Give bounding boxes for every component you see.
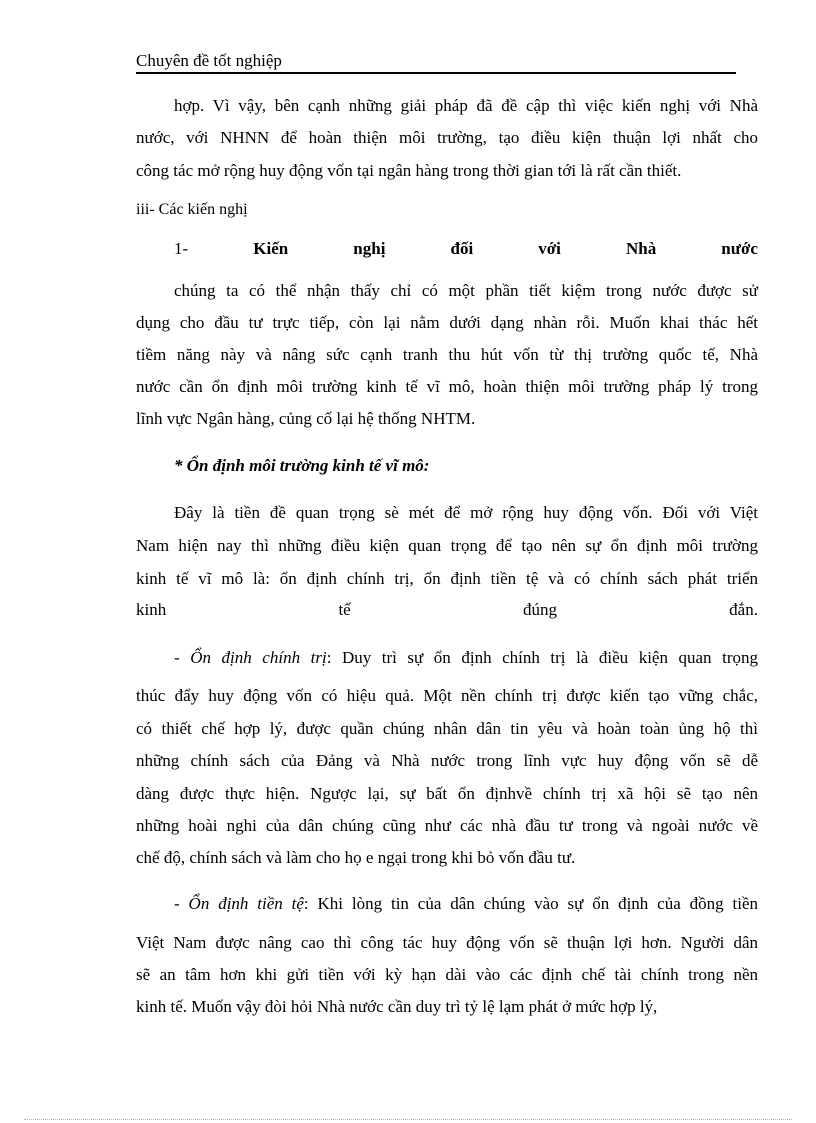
paragraph-4-line-1 bbox=[174, 647, 758, 669]
subheading-macro-stability: * Ổn định môi trường kinh tế vĩ mô: bbox=[174, 456, 430, 475]
paragraph-4-line-2: thúc đẩy huy động vốn có hiệu quả. Một nền chính trị được kiến tạo vững chắc, bbox=[136, 686, 758, 705]
paragraph-4-lead-text: : Duy trì sự ổn định chính trị là điều kiện quan trọng bbox=[326, 648, 758, 667]
word: đúng bbox=[522, 600, 557, 619]
paragraph-1-line-3: công tác mở rộng huy động vốn tại ngân hàng trong thời gian tới là rất cần thiết. bbox=[136, 161, 682, 180]
page-bottom-border bbox=[24, 1119, 792, 1120]
paragraph-2-line-5: lĩnh vực Ngân hàng, củng cố lại hệ thống NHTM. bbox=[136, 409, 476, 428]
subheading-word: nước bbox=[721, 239, 758, 258]
subheading-word: với bbox=[538, 239, 561, 258]
word: đắn. bbox=[729, 600, 758, 619]
paragraph-4-line-7: chế độ, chính sách và làm cho họ e ngại trong khi bỏ vốn đầu tư. bbox=[136, 848, 576, 867]
subheading-word: Nhà bbox=[625, 239, 657, 258]
paragraph-2-line-2: dụng cho đầu tư trực tiếp, còn lại nằm dưới dạng nhàn rỗi. Muốn khai thác hết bbox=[136, 313, 758, 332]
paragraph-4-line-6: những hoài nghi của dân chúng cũng như các nhà đầu tư trong và ngoài nước về bbox=[136, 816, 758, 835]
subheading-word: 1- bbox=[174, 239, 189, 258]
paragraph-3-line-3: kinh tế vĩ mô là: ổn định chính trị, ổn định tiền tệ và có chính sách phát triển bbox=[136, 569, 758, 588]
paragraph-3-line-1: Đây là tiền đề quan trọng sè mét để mở rộng huy động vốn. Đối với Việt bbox=[174, 503, 758, 522]
paragraph-2-line-1: chúng ta có thể nhận thấy chỉ có một phần tiết kiệm trong nước được sử bbox=[174, 281, 758, 300]
bullet-dash: - bbox=[174, 894, 189, 913]
paragraph-5-line-2: Việt Nam được nâng cao thì công tác huy động vốn sẽ thuận lợi hơn. Người dân bbox=[136, 933, 758, 952]
paragraph-2-line-4: nước cần ổn định môi trường kinh tế vĩ mô, hoàn thiện môi trường pháp lý trong bbox=[136, 377, 758, 396]
word: kinh bbox=[136, 600, 167, 619]
word: tế bbox=[338, 600, 351, 619]
section-heading: iii- Các kiến nghị bbox=[136, 201, 248, 218]
term-monetary-stability: Ổn định tiền tệ bbox=[188, 894, 304, 913]
page-header bbox=[136, 50, 736, 74]
subheading-1 bbox=[174, 238, 758, 260]
paragraph-5-line-1 bbox=[174, 893, 758, 915]
paragraph-5-line-4: kinh tế. Muốn vậy đòi hỏi Nhà nước cần duy trì tỷ lệ lạm phát ở mức hợp lý, bbox=[136, 997, 658, 1016]
paragraph-3-line-2: Nam hiện nay thì những điều kiện quan trọng để tạo nên sự ổn định môi trường bbox=[136, 536, 758, 555]
paragraph-4-line-4: những chính sách của Đảng và Nhà nước trong lĩnh vực huy động vốn sẽ dễ bbox=[136, 751, 758, 770]
subheading-word: Kiến bbox=[253, 239, 289, 258]
paragraph-4-line-5: dàng được thực hiện. Ngược lại, sự bất ổn địnhvề chính trị xã hội sẽ tạo nên bbox=[136, 784, 758, 803]
paragraph-3-line-4 bbox=[136, 599, 758, 621]
header-title: Chuyên đề tốt nghiệp bbox=[136, 51, 282, 70]
paragraph-2-line-3: tiềm năng này và nâng sức cạnh tranh thu hút vốn từ thị trường quốc tế, Nhà bbox=[136, 345, 758, 364]
term-political-stability: Ổn định chính trị bbox=[190, 648, 327, 667]
subheading-word: đối bbox=[450, 239, 474, 258]
paragraph-1-line-2: nước, với NHNN để hoàn thiện môi trường, tạo điều kiện thuận lợi nhất cho bbox=[136, 128, 758, 147]
subheading-word: nghị bbox=[353, 239, 386, 258]
bullet-dash: - bbox=[174, 648, 191, 667]
paragraph-4-line-3: có thiết chế hợp lý, được quần chúng nhân dân tin yêu và hoàn toàn ủng hộ thì bbox=[136, 719, 758, 738]
paragraph-1-line-1: hợp. Vì vậy, bên cạnh những giải pháp đã đề cập thì việc kiến nghị với Nhà bbox=[174, 96, 758, 115]
paragraph-5-line-3: sẽ an tâm hơn khi gửi tiền với kỳ hạn dài vào các định chế tài chính trong nền bbox=[136, 965, 758, 984]
paragraph-5-lead-text: : Khi lòng tin của dân chúng vào sự ổn định của đồng tiền bbox=[303, 894, 758, 913]
